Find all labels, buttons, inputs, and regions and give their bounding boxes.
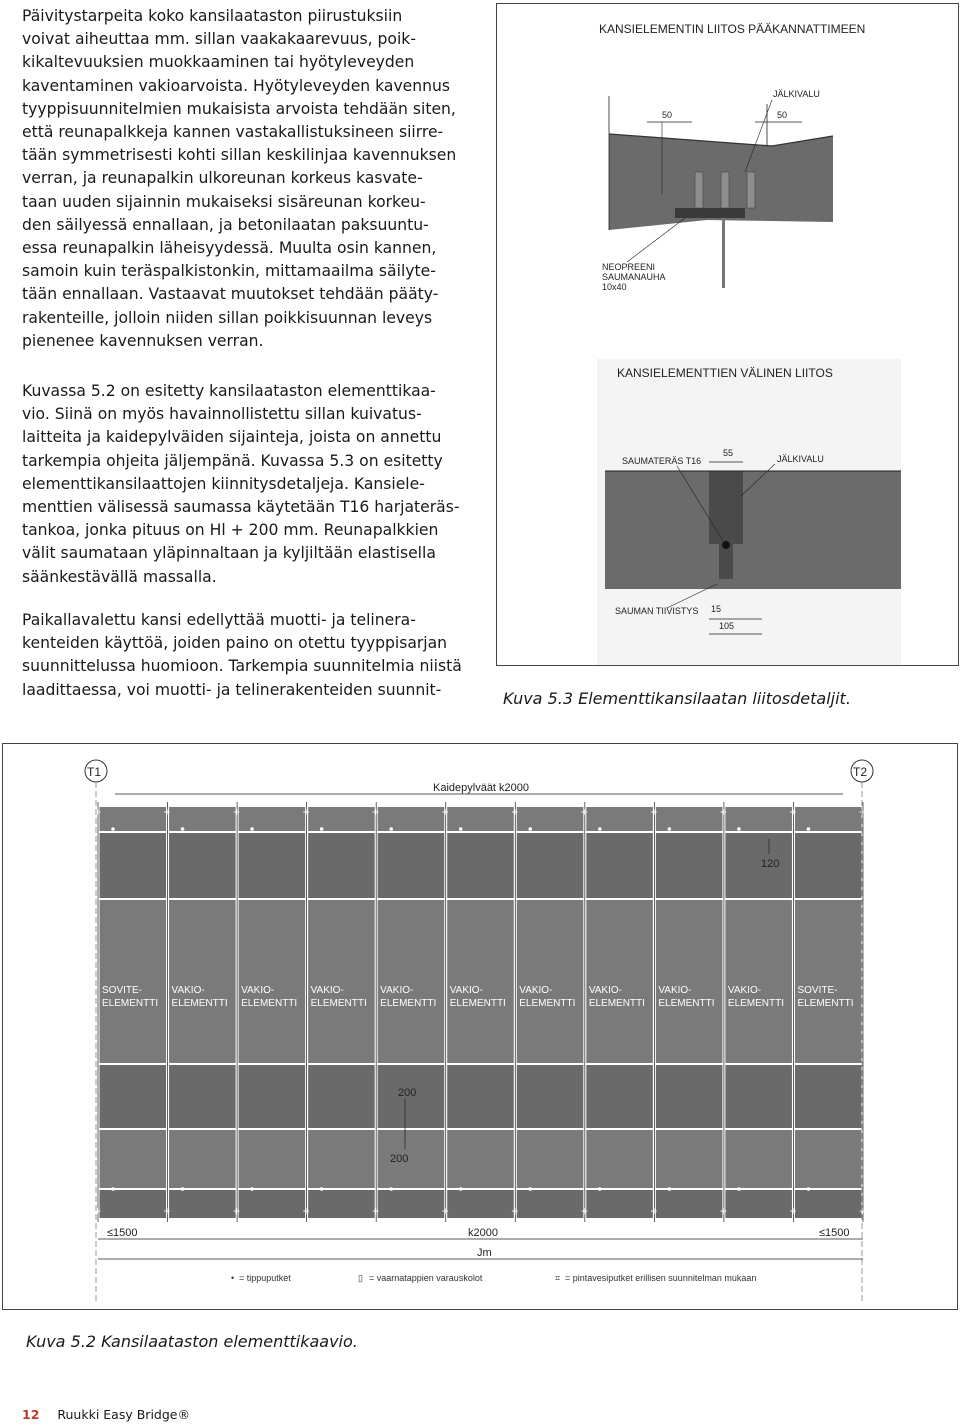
deck-element-cell [100, 833, 167, 898]
dim-mid: k2000 [468, 1227, 498, 1239]
element-label: VAKIO- [241, 985, 275, 996]
drain-pipe-dot [598, 1187, 602, 1191]
post-mark: + [580, 1204, 588, 1218]
text-line: säänkestävällä massalla. [22, 567, 217, 586]
text-line: että reunapalkkeja kannen vastakallistuksineen siirre- [22, 123, 444, 142]
deck-element-cell [378, 1190, 445, 1218]
deck-element-cell [239, 1065, 306, 1128]
figure-5-3 [496, 3, 959, 666]
deck-element-cell [169, 1190, 236, 1218]
post-mark: + [441, 805, 449, 819]
deck-element-cell [725, 900, 792, 1063]
detail1-dim-right: 50 [777, 110, 788, 120]
text-line: pienenee kavennuksen verran. [22, 331, 264, 350]
text-line: tään symmetrisesti kohti sillan keskilinjaa kavennuksen [22, 146, 457, 165]
text-line: tään ennallaan. Vastaavat muutokset tehdään pääty- [22, 285, 439, 304]
element-label: VAKIO- [449, 985, 483, 996]
page-number: 12 [22, 1407, 40, 1422]
drain-pipe-dot [668, 1187, 672, 1191]
deck-element-cell [239, 900, 306, 1063]
deck-element-cell [795, 1190, 862, 1218]
drain-pipe-dot [389, 1187, 393, 1191]
deck-element-cell [795, 833, 862, 898]
deck-element-cell [725, 1130, 792, 1188]
element-label: SOVITE- [102, 985, 143, 996]
legend-text-3: = pintavesiputket erillisen suunnitelman mukaan [565, 1273, 757, 1283]
deck-element-cell [308, 1065, 375, 1128]
deck-element-cell [795, 1065, 862, 1128]
drain-pipe-dot [181, 1187, 185, 1191]
element-label: VAKIO- [380, 985, 414, 996]
post-mark: + [163, 1204, 171, 1218]
deck-element-cell [378, 1130, 445, 1188]
drain-pipe-dot [250, 827, 254, 831]
drain-pipe-dot [528, 1187, 532, 1191]
drain-pipe-dot [598, 827, 602, 831]
dim-120: 120 [761, 858, 780, 870]
deck-element-cell [517, 833, 584, 898]
dim-200-bottom: 200 [390, 1153, 409, 1165]
deck-element-cell [517, 1190, 584, 1218]
drain-pipe-dot [320, 827, 324, 831]
post-mark: + [302, 1204, 310, 1218]
detail2-label-saumateras: SAUMATERÄS T16 [622, 456, 702, 466]
detail1-title: KANSIELEMENTIN LIITOS PÄÄKANNATTIMEEN [599, 22, 866, 36]
dim-total: Jm [477, 1247, 492, 1259]
figure-5-2 [2, 743, 958, 1310]
drain-pipe-dot [389, 827, 393, 831]
text-line: vio. Siinä on myös havainnollistettu sillan kuivatus- [22, 405, 422, 424]
deck-element-cell [586, 807, 653, 831]
deck-element-cell [517, 807, 584, 831]
drain-pipe-dot [807, 1187, 811, 1191]
deck-element-cell [239, 1130, 306, 1188]
deck-element-cell [447, 1190, 514, 1218]
figure-5-3-drawing [497, 4, 958, 665]
text-line: verran, ja reunapalkin ulkoreunan korkeus kasvate- [22, 169, 423, 188]
text-line: välit saumataan yläpinnaltaan ja kyljiltään elastisella [22, 544, 436, 563]
text-line: taan uuden sijainnin mukaiseksi sisäreunan korkeu- [22, 192, 426, 211]
deck-element-cell [378, 807, 445, 831]
deck-element-cell [378, 900, 445, 1063]
deck-element-cell [795, 1130, 862, 1188]
drain-pipe-dot [181, 827, 185, 831]
element-label: ELEMENTTI [310, 998, 367, 1009]
deck-element-cell [586, 1130, 653, 1188]
post-mark: + [372, 805, 380, 819]
post-mark: + [94, 805, 102, 819]
t16-bar [722, 541, 730, 549]
text-line: Paikallavalettu kansi edellyttää muotti- ja telinera- [22, 611, 416, 629]
deck-element-cell [795, 900, 862, 1063]
detail1-label-jalkivalu: JÄLKIVALU [773, 89, 820, 99]
deck-element-cell [308, 807, 375, 831]
text-line: voivat aiheuttaa mm. sillan vaakakaarevuus, poik- [22, 30, 416, 49]
element-label: ELEMENTTI [102, 998, 159, 1009]
deck-element-cell [308, 900, 375, 1063]
drain-pipe-dot [737, 827, 741, 831]
deck-element-cell [308, 1190, 375, 1218]
legend-symbol-1: • [231, 1273, 235, 1283]
detail1-label-saumanauha: SAUMANAUHA [602, 272, 666, 282]
post-mark: + [233, 1204, 241, 1218]
footer-title: Ruukki Easy Bridge® [57, 1407, 190, 1422]
deck-element-cell [656, 1130, 723, 1188]
deck-element-cell [447, 1065, 514, 1128]
drain-pipe-dot [668, 827, 672, 831]
drain-pipe-dot [807, 827, 811, 831]
element-label: ELEMENTTI [449, 998, 506, 1009]
figure-5-2-caption: Kuva 5.2 Kansilaataston elementtikaavio. [26, 1332, 358, 1351]
text-line: laitteita ja kaidepylväiden sijainteja, joista on annettu [22, 428, 442, 447]
detail2-dim-15: 15 [711, 604, 722, 614]
deck-element-cell [586, 1065, 653, 1128]
text-line: den säilyessä ennallaan, ja betonilaatan paksuuntu- [22, 215, 429, 234]
element-label: VAKIO- [171, 985, 205, 996]
deck-element-cell [169, 807, 236, 831]
deck-element-cell [100, 1065, 167, 1128]
text-line: suunnittelussa huomioon. Tarkempia suunnitelmia niistä [22, 657, 462, 676]
dim-left: ≤1500 [107, 1227, 138, 1239]
text-line: tyyppisuunnitelmien mukaisista arvoista tehdään siten, [22, 99, 456, 118]
deck-element-cell [725, 833, 792, 898]
post-mark: + [441, 1204, 449, 1218]
element-label: ELEMENTTI [171, 998, 228, 1009]
element-label: ELEMENTTI [658, 998, 715, 1009]
drain-pipe-dot [111, 1187, 115, 1191]
deck-element-cell [239, 1190, 306, 1218]
element-label: ELEMENTTI [588, 998, 645, 1009]
deck-element-cell [656, 807, 723, 831]
deck-element-cell [586, 1190, 653, 1218]
deck-element-cell [169, 1130, 236, 1188]
deck-element-cell [100, 1190, 167, 1218]
drain-pipe-dot [528, 827, 532, 831]
drain-pipe-dot [459, 1187, 463, 1191]
post-mark: + [511, 805, 519, 819]
deck-element-cell [378, 833, 445, 898]
detail2-dim-top: 55 [723, 448, 734, 458]
deck-joint-shape [605, 471, 901, 589]
post-mark: + [163, 805, 171, 819]
text-line: essa reunapalkin läheisyydessä. Muulta osin kannen, [22, 239, 437, 258]
post-mark: + [650, 1204, 658, 1218]
drain-pipe-dot [737, 1187, 741, 1191]
axis-label-t1: T1 [87, 765, 102, 779]
deck-element-cell [656, 1065, 723, 1128]
element-label: ELEMENTTI [797, 998, 854, 1009]
deck-element-cell [725, 1190, 792, 1218]
element-label: VAKIO- [727, 985, 762, 996]
figure-5-3-caption: Kuva 5.3 Elementtikansilaatan liitosdetaljit. [503, 689, 851, 708]
deck-element-cell [447, 1130, 514, 1188]
legend-text-2: = vaarnatappien varauskolot [369, 1273, 483, 1283]
detail2-dim-105: 105 [719, 621, 735, 631]
top-dim-label: Kaidepylväät k2000 [433, 782, 530, 794]
deck-element-cell [239, 807, 306, 831]
main-girder-web [722, 218, 725, 288]
deck-element-cell [100, 1130, 167, 1188]
drain-pipe-dot [459, 827, 463, 831]
deck-element-cell [517, 900, 584, 1063]
element-label: VAKIO- [588, 985, 622, 996]
deck-element-cell [656, 1190, 723, 1218]
detail2-title: KANSIELEMENTTIEN VÄLINEN LIITOS [617, 366, 833, 380]
post-mark: + [372, 1204, 380, 1218]
element-label: VAKIO- [519, 985, 553, 996]
deck-element-cell [169, 900, 236, 1063]
legend-text-1: = tippuputket [239, 1273, 291, 1283]
text-line: elementtikansilaattojen kiinnitysdetaljeja. Kansiele- [22, 474, 425, 493]
drain-pipe-dot [320, 1187, 324, 1191]
post-mark: + [511, 1204, 519, 1218]
element-label: SOVITE- [797, 985, 838, 996]
post-mark: + [789, 805, 797, 819]
deck-element-cell [447, 833, 514, 898]
text-line: Päivitystarpeita koko kansilaataston piirustuksiin [22, 7, 403, 25]
deck-element-cell [239, 833, 306, 898]
element-label: VAKIO- [310, 985, 344, 996]
drain-pipe-dot [250, 1187, 254, 1191]
deck-element-cell [169, 1065, 236, 1128]
deck-element-cell [308, 833, 375, 898]
deck-element-cell [100, 900, 167, 1063]
drain-pipe-dot [111, 827, 115, 831]
text-line: samoin kuin teräspalkistonkin, mittamaailma säilyte- [22, 262, 436, 281]
post-mark: + [719, 1204, 727, 1218]
text-line: menttien välisessä saumassa käytetään T16 harjateräs- [22, 498, 460, 517]
legend-symbol-2: ▯ [358, 1273, 363, 1283]
text-line: Kuvassa 5.2 on esitetty kansilaataston elementtikaa- [22, 382, 436, 400]
paragraph-2 [22, 380, 487, 589]
deck-element-cell [308, 1130, 375, 1188]
element-label: ELEMENTTI [727, 998, 785, 1009]
deck-element-cell [795, 807, 862, 831]
detail2-label-jalkivalu: JÄLKIVALU [777, 454, 824, 464]
main-girder-flange [675, 208, 745, 218]
element-label: VAKIO- [658, 985, 692, 996]
post-mark: + [302, 805, 310, 819]
deck-element-cell [725, 1065, 792, 1128]
deck-element-cell [586, 833, 653, 898]
figure-5-2-drawing [3, 744, 957, 1309]
deck-element-cell [656, 900, 723, 1063]
deck-element-cell [517, 1065, 584, 1128]
deck-element-cell [169, 833, 236, 898]
post-mark: + [859, 805, 867, 819]
post-mark: + [233, 805, 241, 819]
text-line: laadittaessa, voi muotti- ja telinerakenteiden suunnit- [22, 680, 442, 699]
deck-element-cell [656, 833, 723, 898]
paragraph-1 [22, 5, 487, 353]
paragraph-3 [22, 609, 487, 702]
text-line: rakenteille, jolloin niiden sillan poikkisuunnan leveys [22, 308, 433, 327]
element-label: ELEMENTTI [380, 998, 437, 1009]
detail1-label-size: 10x40 [602, 282, 627, 292]
detail2-label-tiivistys: SAUMAN TIIVISTYS [615, 606, 699, 616]
text-line: kaventaminen vakioarvoista. Hyötyleveyden kavennus [22, 76, 451, 95]
text-line: tankoa, jonka pituus on Hl + 200 mm. Reunapalkkien [22, 521, 439, 540]
page-footer [22, 1407, 190, 1422]
deck-element-cell [447, 900, 514, 1063]
post-mark: + [859, 1204, 867, 1218]
deck-element-cell [725, 807, 792, 831]
post-mark: + [719, 805, 727, 819]
post-mark: + [789, 1204, 797, 1218]
element-plan [94, 802, 866, 1222]
element-label: ELEMENTTI [241, 998, 298, 1009]
deck-element-cell [517, 1130, 584, 1188]
text-line: kenteiden käyttöä, joiden paino on otettu tyyppisarjan [22, 634, 448, 653]
post-mark: + [650, 805, 658, 819]
post-mark: + [580, 805, 588, 819]
deck-element-cell [586, 900, 653, 1063]
post-mark: + [94, 1204, 102, 1218]
text-line: kikaltevuuksien muokkaaminen tai hyötyleveyden [22, 53, 415, 72]
axis-label-t2: T2 [853, 765, 868, 779]
deck-element-cell [100, 807, 167, 831]
dim-right: ≤1500 [819, 1227, 850, 1239]
detail1-dim-left: 50 [662, 110, 673, 120]
detail1-label-neopreeni: NEOPREENI [602, 262, 656, 272]
element-label: ELEMENTTI [519, 998, 576, 1009]
dim-200-top: 200 [398, 1087, 417, 1099]
deck-element-cell [447, 807, 514, 831]
legend-symbol-3: ⌗ [555, 1273, 561, 1283]
text-line: tarkempia ohjeita jäljempänä. Kuvassa 5.3 on esitetty [22, 451, 443, 470]
